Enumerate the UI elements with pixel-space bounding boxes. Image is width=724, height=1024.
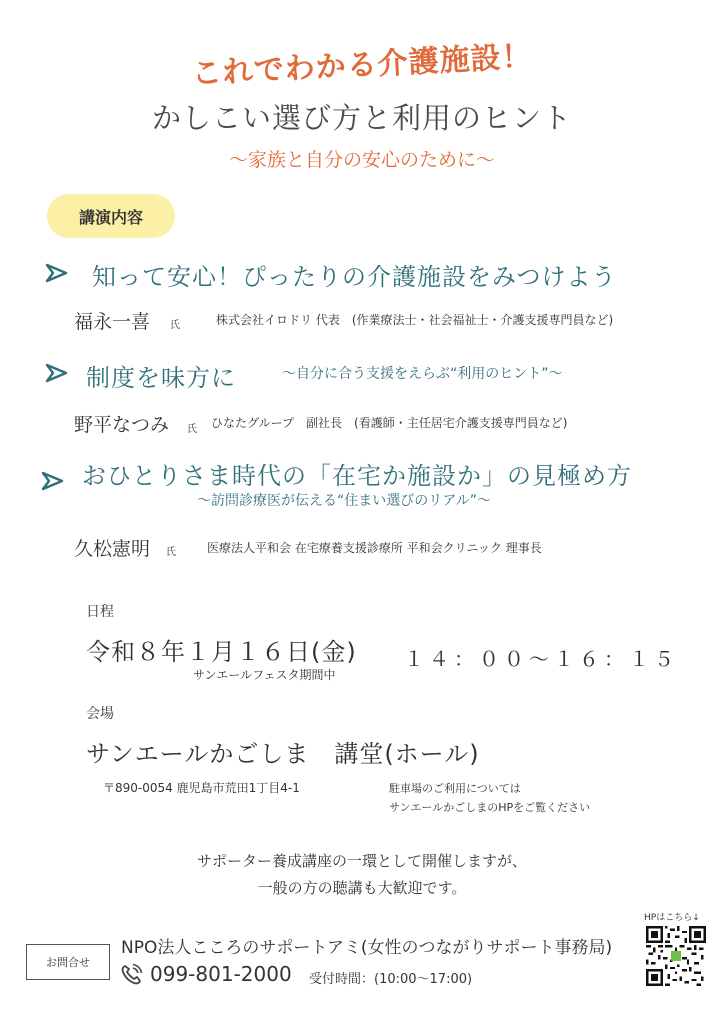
hp-label: HPはこちら↓	[644, 913, 700, 923]
schedule-label: 日程	[86, 604, 114, 620]
talk-1-speaker: 福永一喜	[74, 311, 151, 333]
parking-note-line2: サンエールかごしまのHPをご覧ください	[389, 801, 591, 814]
talk-3-speaker: 久松憲明	[74, 538, 151, 560]
phone-icon	[118, 962, 144, 988]
venue-name: サンエールかごしま 講堂(ホール)	[86, 740, 480, 768]
talk-2-affiliation: ひなたグループ 副社長 (看護師・主任居宅介護支援専門員など)	[211, 416, 568, 430]
parking-note-line1: 駐車場のご利用については	[389, 782, 521, 795]
event-date: 令和８年１月１６日(金)	[86, 638, 357, 666]
talk-1-affiliation: 株式会社イロドリ 代表 (作業療法士・社会福祉士・介護支援専門員など)	[216, 313, 614, 327]
talk-3-subtitle: 〜訪問診療医が伝える“住まい選びのリアル”〜	[197, 493, 491, 509]
talk-2-subtitle: 〜自分に合う支援をえらぶ“利用のヒント”〜	[282, 366, 563, 382]
inquiry-label: お問合せ	[26, 944, 110, 980]
closing-line1: サポーター養成講座の一環として開催しますが、	[196, 852, 527, 870]
venue-label: 会場	[86, 706, 114, 722]
page-subtitle: 〜家族と自分の安心のために〜	[228, 149, 495, 171]
phone-number[interactable]: 099-801-2000	[150, 962, 292, 986]
talk-2-honorific: 氏	[187, 424, 197, 435]
talk-3-affiliation: 医療法人平和会 在宅療養支援診療所 平和会クリニック 理事長	[207, 541, 542, 555]
event-time: １４：００〜１６：１５	[404, 647, 679, 671]
parking-note	[389, 779, 649, 817]
arrow-right-icon	[44, 362, 70, 384]
talk-3-title: おひとりさま時代の「在宅か施設か」の見極め方	[82, 462, 632, 490]
talk-3-honorific: 氏	[166, 547, 176, 558]
closing-line2: 一般の方の聴講も大歓迎です。	[257, 879, 467, 897]
organization-name: NPO法人こころのサポートアミ(女性のつながりサポート事務局)	[121, 938, 613, 958]
catch-title: これでわかる介護施設！	[191, 39, 534, 92]
talk-1-title: 知って安心！ぴったりの介護施設をみつけよう	[92, 263, 617, 291]
talk-2-title: 制度を味方に	[86, 364, 236, 392]
reception-hours: 受付時間：(10:00〜17:00)	[309, 972, 473, 987]
venue-address: 〒890-0054 鹿児島市荒田1丁目4-1	[103, 781, 300, 795]
qr-code-icon[interactable]	[646, 926, 706, 986]
page-title: かしこい選び方と利用のヒント	[151, 101, 572, 135]
date-note: サンエールフェスタ期間中	[193, 668, 336, 682]
closing-message	[0, 848, 724, 902]
arrow-right-icon	[44, 262, 70, 284]
talk-2-speaker: 野平なつみ	[74, 414, 170, 436]
content-badge: 講演内容	[47, 194, 175, 238]
arrow-right-icon	[40, 470, 66, 492]
talk-1-honorific: 氏	[170, 320, 180, 331]
